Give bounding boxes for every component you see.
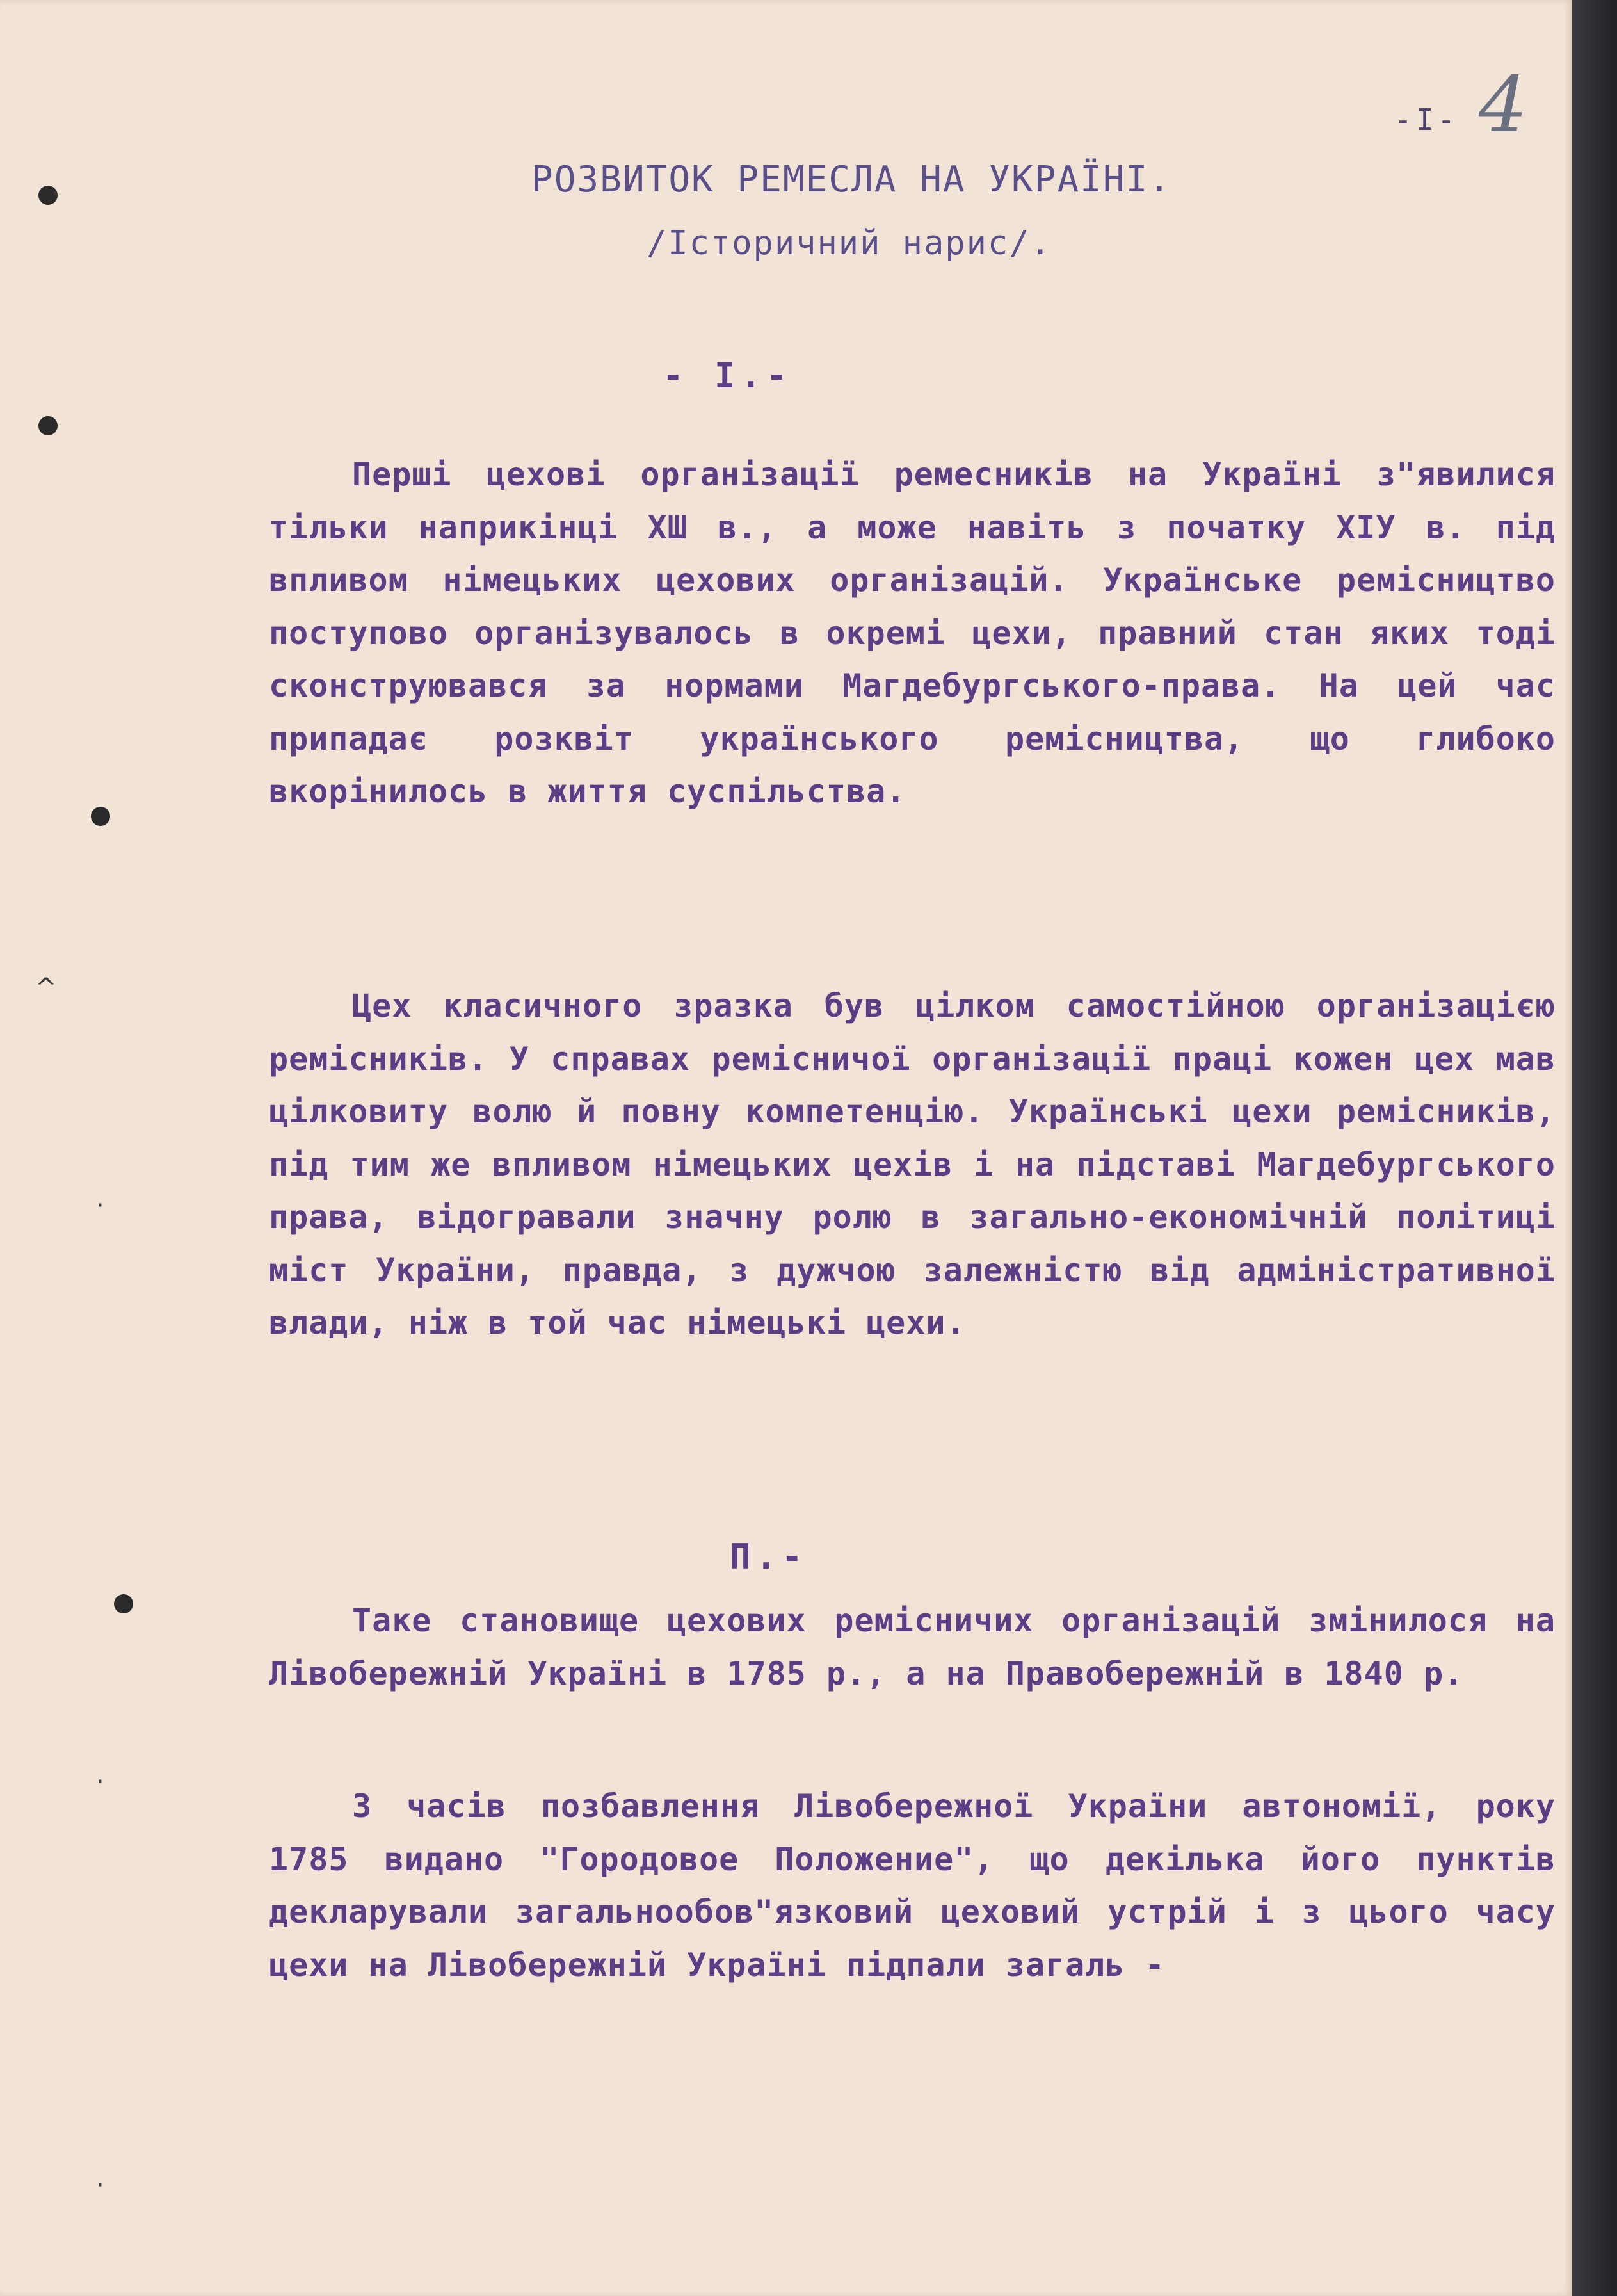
binding-hole bbox=[38, 416, 58, 435]
margin-mark: · bbox=[96, 1191, 104, 1220]
margin-mark: · bbox=[96, 2171, 104, 2200]
section-heading: - І.- bbox=[663, 355, 792, 396]
binding-hole bbox=[114, 1594, 133, 1613]
paragraph: Перші цехові організації ремесників на Україні з"явилися тільки наприкінці ХШ в., а може навіть з початку ХІУ в. під впливом німецьких цехових організацій. Українське ремісництво поступово організувалось в окремі цехи, правний стан яких тоді сконструювався за нормами Магдебургського-права. На цей час припадає розквіт українського ремісництва, що глибоко вкорінилось в життя суспільства. bbox=[269, 456, 1556, 810]
scan-background-edge bbox=[1572, 0, 1617, 2296]
section-heading: П.- bbox=[730, 1537, 808, 1577]
document-title: РОЗВИТОК РЕМЕСЛА НА УКРАЇНІ. bbox=[531, 159, 1172, 200]
archive-folio-mark: 4 bbox=[1479, 61, 1528, 150]
margin-mark: · bbox=[96, 1767, 104, 1797]
margin-mark: · bbox=[51, 179, 60, 209]
page-number: -I- bbox=[1394, 102, 1460, 137]
binding-hole bbox=[91, 807, 110, 826]
paragraph: Таке становище цехових ремісничих організацій змінилося на Лівобережній Україні в 1785 р., а на Правобережній в 1840 р. bbox=[269, 1602, 1556, 1692]
paragraph: Цех класичного зразка був цілком самостійною організацією ремісників. У справах ремісничої організації праці кожен цех мав цілковиту волю й повну компетенцію. Українські цехи ремісників, під тим же впливом німецьких цехів і на підставі Магдебургського права, відогравали значну ролю в загально-економічній політиці міст України, правда, з дужчою залежністю від адміністративної влади, ніж в той час німецькі цехи. bbox=[269, 987, 1556, 1341]
paragraph: З часів позбавлення Лівобережної України автономії, року 1785 видано "Городовое Положение", що декілька його пунктів декларували загальнообов"язковий цеховий устрій і з цього часу цехи на Лівобережній Україні підпали загаль - bbox=[269, 1788, 1556, 1984]
margin-mark: ^ bbox=[35, 973, 57, 1003]
document-subtitle: /Історичний нарис/. bbox=[647, 224, 1052, 263]
